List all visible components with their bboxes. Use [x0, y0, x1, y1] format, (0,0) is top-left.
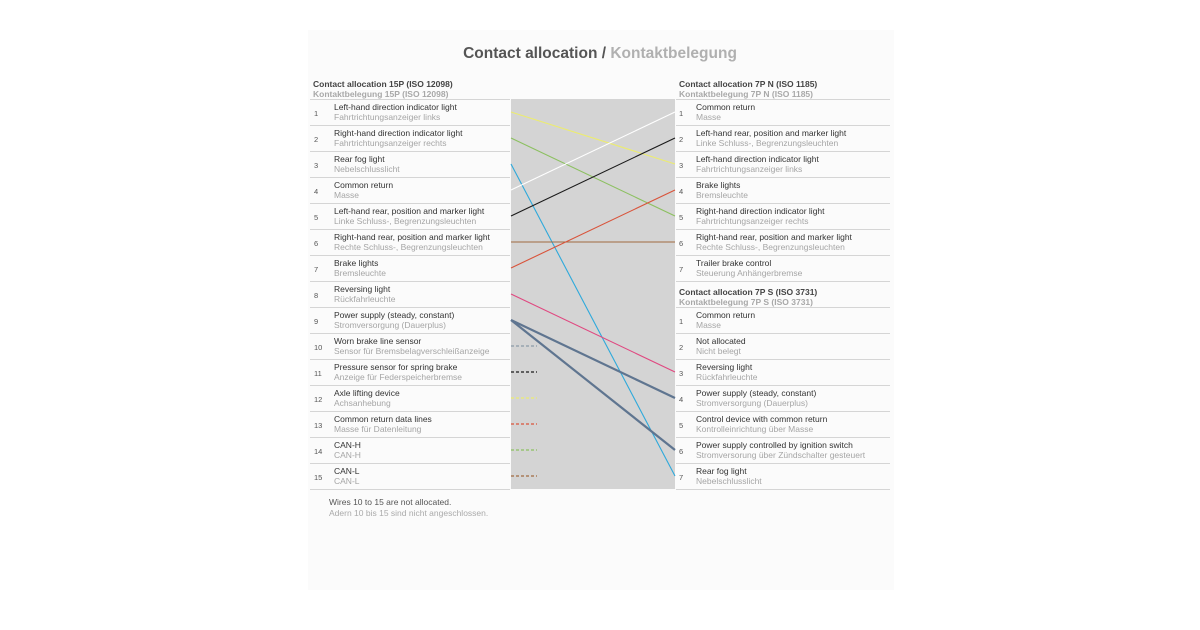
pin-label: Brake lights: [696, 180, 741, 190]
pin-number: 2: [314, 135, 319, 144]
pin-number: 2: [679, 343, 684, 352]
pin-number: 3: [314, 161, 319, 170]
pin-label-de: Linke Schluss-, Begrenzungsleuchten: [334, 216, 477, 226]
pin-label-de: Rechte Schluss-, Begrenzungsleuchten: [334, 242, 483, 252]
pin-label: Trailer brake control: [696, 258, 772, 268]
pin-label: Worn brake line sensor: [334, 336, 422, 346]
pin-label-de: Stromversorgung (Dauerplus): [696, 398, 808, 408]
pin-label-de: Sensor für Bremsbelagverschleißanzeige: [334, 346, 490, 356]
pin-label: Not allocated: [696, 336, 746, 346]
pin-label: Rear fog light: [696, 466, 747, 476]
pin-label: Control device with common return: [696, 414, 828, 424]
pin-number: 6: [679, 239, 684, 248]
pin-number: 5: [679, 421, 684, 430]
pin-label-de: Bremsleuchte: [334, 268, 386, 278]
pin-label-de: Masse für Datenleitung: [334, 424, 422, 434]
pin-label: Common return data lines: [334, 414, 432, 424]
pin-label: CAN-L: [334, 466, 360, 476]
pin-label: Common return: [696, 102, 756, 112]
pin-label-de: Stromversorgung (Dauerplus): [334, 320, 446, 330]
pin-number: 6: [314, 239, 319, 248]
pin-number: 13: [314, 421, 323, 430]
pin-label: CAN-H: [334, 440, 361, 450]
pin-number: 4: [314, 187, 319, 196]
pin-number: 2: [679, 135, 684, 144]
pin-number: 4: [679, 187, 684, 196]
pin-label: Axle lifting device: [334, 388, 400, 398]
pin-label-de: Fahrtrichtungsanzeiger rechts: [696, 216, 809, 226]
pin-label: Common return: [334, 180, 394, 190]
pin-label: Power supply (steady, constant): [696, 388, 817, 398]
pin-label-de: Masse: [696, 320, 722, 330]
pin-number: 4: [679, 395, 684, 404]
pin-number: 12: [314, 395, 323, 404]
pin-label: Reversing light: [334, 284, 391, 294]
pin-label-de: Fahrtrichtungsanzeiger links: [696, 164, 803, 174]
pin-label-de: Fahrtrichtungsanzeiger rechts: [334, 138, 447, 148]
pin-number: 14: [314, 447, 323, 456]
pin-number: 9: [314, 317, 319, 326]
pin-number: 7: [679, 265, 684, 274]
pin-label-de: Anzeige für Federspeicherbremse: [334, 372, 463, 382]
page-title: Contact allocation / Kontaktbelegung: [463, 45, 737, 62]
pin-number: 3: [679, 161, 684, 170]
pin-number: 11: [314, 369, 322, 378]
pin-label-de: Nicht belegt: [696, 346, 741, 356]
right-7pn-header: Contact allocation 7P N (ISO 1185) Kontaktbelegung 7P N (ISO 1185): [679, 79, 818, 99]
pin-number: 6: [679, 447, 684, 456]
pin-number: 1: [679, 109, 684, 118]
pin-label-de: Masse: [696, 112, 722, 122]
pin-label-de: Stromversorung über Zündschalter gesteuert: [696, 450, 866, 460]
pin-number: 5: [679, 213, 684, 222]
pin-number: 15: [314, 473, 323, 482]
pin-label: Right-hand rear, position and marker light: [696, 232, 852, 242]
pin-label: Left-hand rear, position and marker light: [334, 206, 485, 216]
pin-label: Left-hand direction indicator light: [334, 102, 457, 112]
pin-label-de: Nebelschlusslicht: [696, 476, 762, 486]
pin-label-de: Rückfahrleuchte: [696, 372, 758, 382]
pin-label: Power supply (steady, constant): [334, 310, 455, 320]
pin-label-de: Bremsleuchte: [696, 190, 748, 200]
pin-label-de: Steuerung Anhängerbremse: [696, 268, 803, 278]
pin-label-de: Nebelschlusslicht: [334, 164, 400, 174]
pin-number: 7: [314, 265, 319, 274]
pin-label-de: Kontrolleinrichtung über Masse: [696, 424, 814, 434]
pin-label: Right-hand direction indicator light: [334, 128, 463, 138]
pin-label: Power supply controlled by ignition switch: [696, 440, 853, 450]
note-en: Wires 10 to 15 are not allocated.: [329, 497, 452, 507]
pin-label: Common return: [696, 310, 756, 320]
pin-label: Right-hand direction indicator light: [696, 206, 825, 216]
pin-label: Pressure sensor for spring brake: [334, 362, 458, 372]
pin-label-de: Rückfahrleuchte: [334, 294, 396, 304]
pin-label-de: Masse: [334, 190, 360, 200]
pin-label-de: Fahrtrichtungsanzeiger links: [334, 112, 441, 122]
pin-label: Left-hand direction indicator light: [696, 154, 819, 164]
pin-number: 1: [314, 109, 319, 118]
pin-number: 7: [679, 473, 684, 482]
pin-label-de: Achsanhebung: [334, 398, 391, 408]
pin-number: 5: [314, 213, 319, 222]
pin-label-de: Rechte Schluss-, Begrenzungsleuchten: [696, 242, 845, 252]
pin-label: Brake lights: [334, 258, 379, 268]
pin-label: Reversing light: [696, 362, 753, 372]
pin-number: 1: [679, 317, 684, 326]
pin-label-de: CAN-L: [334, 476, 360, 486]
pin-label: Rear fog light: [334, 154, 385, 164]
left-connector-header: Contact allocation 15P (ISO 12098) Kontaktbelegung 15P (ISO 12098): [313, 79, 453, 99]
pin-number: 8: [314, 291, 319, 300]
right-7ps-header: Contact allocation 7P S (ISO 3731) Kontaktbelegung 7P S (ISO 3731): [679, 287, 818, 307]
pin-label-de: Linke Schluss-, Begrenzungsleuchten: [696, 138, 839, 148]
pin-number: 3: [679, 369, 684, 378]
pin-number: 10: [314, 343, 323, 352]
pin-label: Left-hand rear, position and marker light: [696, 128, 847, 138]
pin-label: Right-hand rear, position and marker light: [334, 232, 490, 242]
pin-label-de: CAN-H: [334, 450, 361, 460]
note-de: Adern 10 bis 15 sind nicht angeschlossen.: [329, 508, 489, 518]
